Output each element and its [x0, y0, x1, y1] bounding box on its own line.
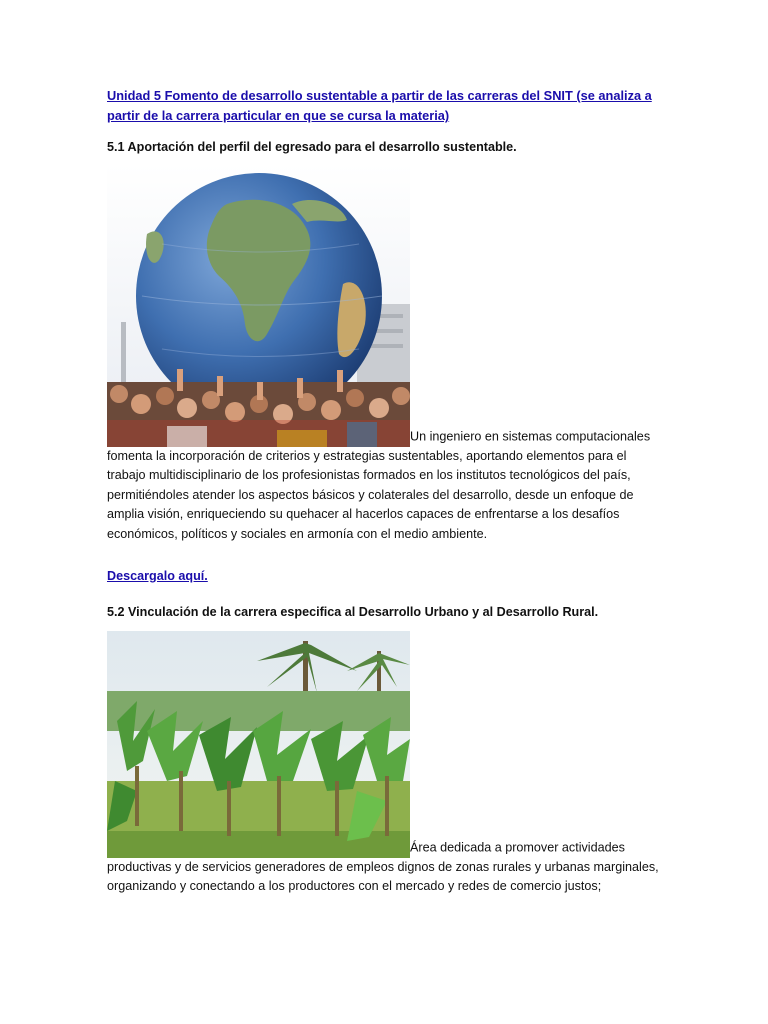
banana-plantation-image — [107, 631, 410, 858]
section-2-heading: 5.2 Vinculación de la carrera especifica al Desarrollo Urbano y al Desarrollo Rural. — [107, 605, 599, 620]
section-1-text: Un ingeniero en sistemas computacionales fomenta la incorporación de criterios y estrategias sustentables, aportando elementos para el trabajo multidisciplinario de los profesionistas formados en los institutos tecnológicos del país, permitiéndoles atender los aspectos básicos y colaterales del desarrollo, desde un enfoque de amplia visión, enriqueciendo su quehacer al hacerlos capaces de enfrentarse a los desafíos económicos, políticos y sociales en armonía con el medio ambiente. — [107, 429, 651, 541]
section-1-heading: 5.1 Aportación del perfil del egresado para el desarrollo sustentable. — [107, 140, 517, 154]
section-2-paragraph — [107, 631, 667, 897]
download-paragraph — [107, 567, 667, 587]
section-2-text: Área dedicada a promover actividades productivas y de servicios generadores de empleos dignos de zonas rurales y urbanas marginales, organizando y conectando a los productores con el mercado y redes de comercio justos; — [107, 840, 659, 894]
globe-crowd-image — [107, 164, 410, 447]
unit-title-link[interactable]: Unidad 5 Fomento de desarrollo sustentable a partir de las carreras del SNIT (se analiza a partir de la carrera particular en que se cursa la materia) — [107, 88, 652, 123]
unit-title-paragraph — [107, 86, 667, 126]
document-content — [107, 86, 667, 897]
download-link[interactable]: Descargalo aquí. — [107, 568, 208, 583]
section-1-paragraph — [107, 164, 667, 545]
